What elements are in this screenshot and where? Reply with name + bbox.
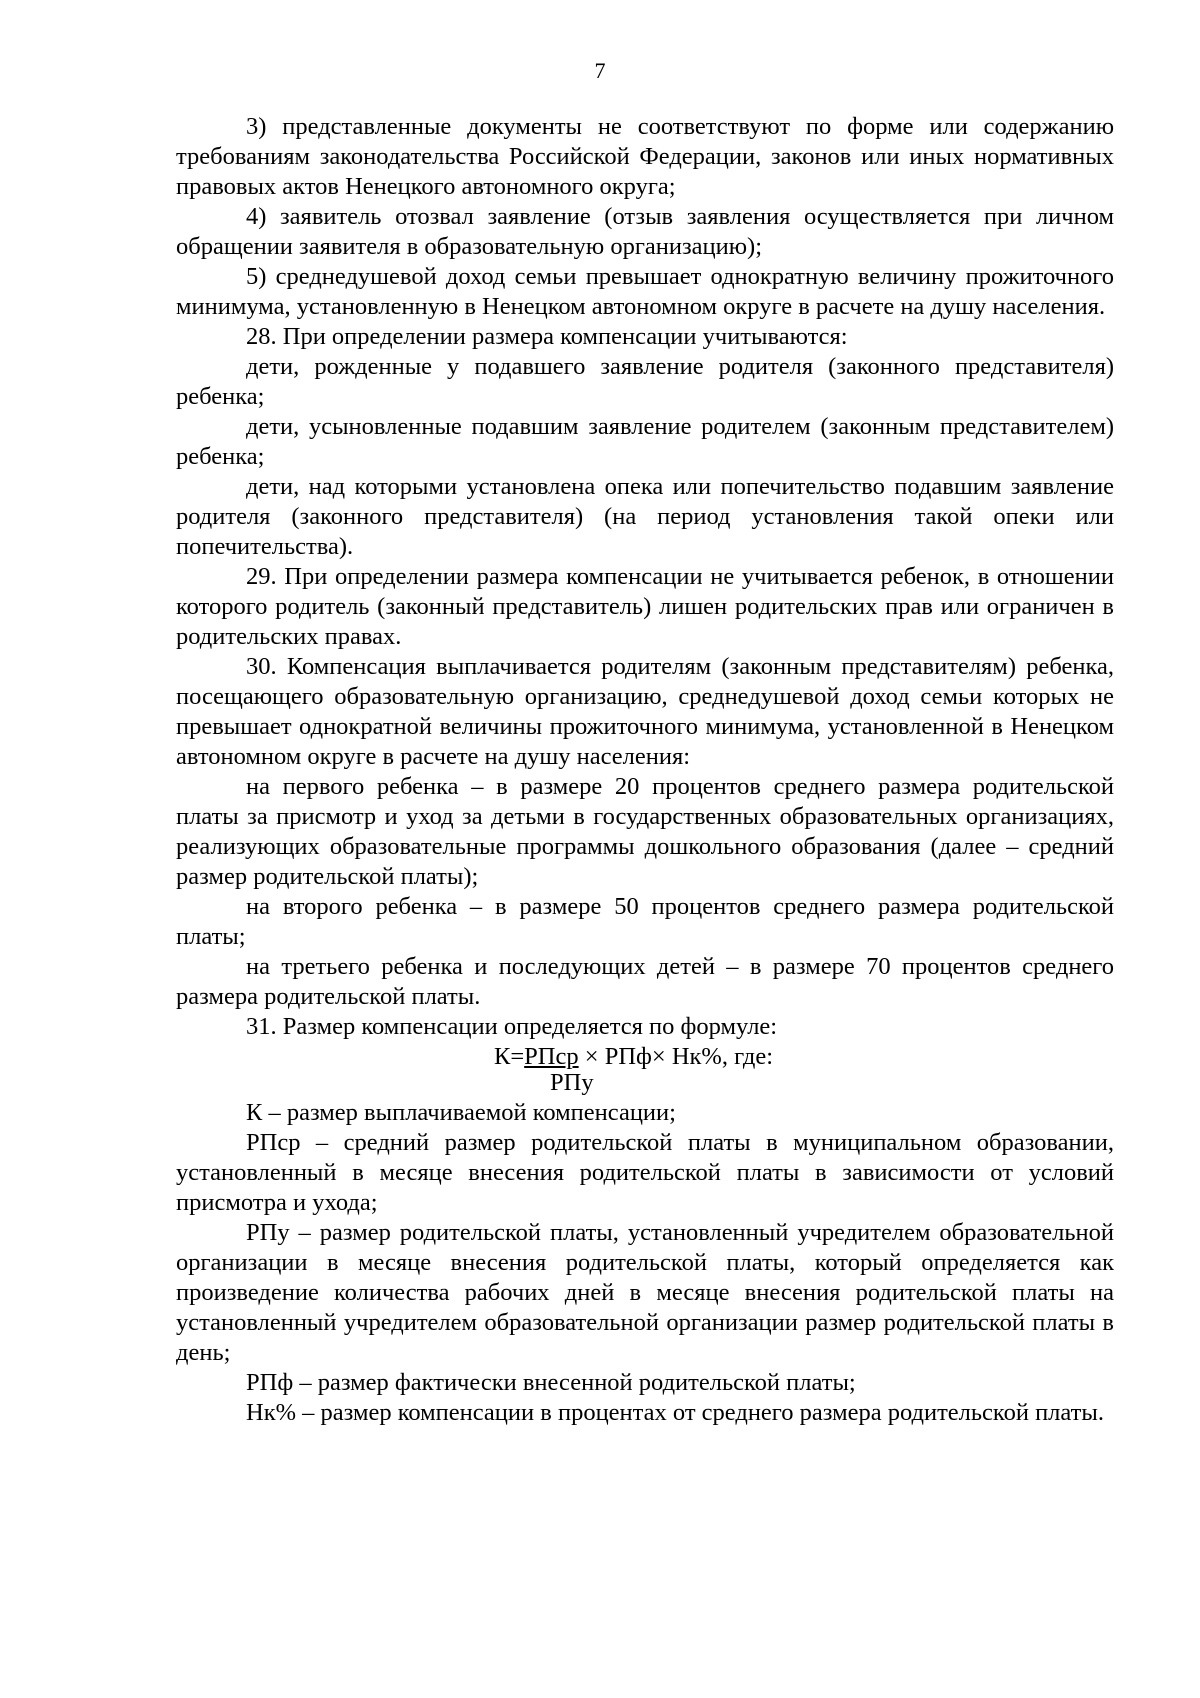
paragraph-30: 30. Компенсация выплачивается родителям (законным представителям) ребенка, посещающего образовательную организацию, среднедушевой доход семьи которых не превышает однократной величины прожиточного минимума, установленной в Ненецком автономном округе в расчете на душу населения: (176, 653, 1114, 770)
paragraph-29: 29. При определении размера компенсации не учитывается ребенок, в отношении которого родитель (законный представитель) лишен родительских прав или ограничен в родительских правах. (176, 563, 1114, 650)
paragraph-28-heading: 28. При определении размера компенсации учитываются: (246, 323, 848, 350)
definition-rpf: РПф – размер фактически внесенной родительской платы; (246, 1369, 856, 1396)
formula-lhs: К= (494, 1043, 525, 1070)
page-number: 7 (594, 58, 606, 83)
document-body (176, 112, 1114, 1428)
paragraph-30-first-child: на первого ребенка – в размере 20 процентов среднего размера родительской платы за присмотр и уход за детьми в государственных образовательных организациях, реализующих образовательные программы дошкольного образования (далее – средний размер родительской платы); (176, 773, 1114, 890)
paragraph-item-5: 5) среднедушевой доход семьи превышает однократную величину прожиточного минимума, установленную в Ненецком автономном округе в расчете на душу населения. (176, 263, 1114, 320)
definition-k: К – размер выплачиваемой компенсации; (246, 1099, 676, 1126)
paragraph-30-second-child: на второго ребенка – в размере 50 процентов среднего размера родительской платы; (176, 893, 1114, 950)
paragraph-31: 31. Размер компенсации определяется по формуле: (246, 1013, 778, 1040)
paragraph-28-children-guardianship: дети, над которыми установлена опека или попечительство подавшим заявление родителя (законного представителя) (на период установления такой опеки или попечительства). (176, 473, 1114, 560)
paragraph-30-third-child: на третьего ребенка и последующих детей – в размере 70 процентов среднего размера родительской платы. (176, 953, 1114, 1010)
definition-rpu: РПу – размер родительской платы, установленный учредителем образовательной организации в месяце внесения родительской платы, который определяется как произведение количества рабочих дней в месяце внесения родительской платы на установленный учредителем образовательной организации размер родительской платы в день; (176, 1219, 1114, 1366)
formula-denominator: РПу (550, 1069, 594, 1096)
paragraph-28-children-born: дети, рожденные у подавшего заявление родителя (законного представителя) ребенка; (176, 353, 1114, 410)
paragraph-item-3: 3) представленные документы не соответствуют по форме или содержанию требованиям законодательства Российской Федерации, законов или иных нормативных правовых актов Ненецкого автономного округа; (176, 113, 1114, 200)
formula-numerator: РПср (524, 1043, 579, 1070)
definition-nk: Нк% – размер компенсации в процентах от среднего размера родительской платы. (246, 1399, 1104, 1426)
definition-rpsr: РПср – средний размер родительской платы в муниципальном образовании, установленный в месяце внесения родительской платы в зависимости от условий присмотра и ухода; (176, 1129, 1114, 1216)
paragraph-item-4: 4) заявитель отозвал заявление (отзыв заявления осуществляется при личном обращении заявителя в образовательную организацию); (176, 203, 1114, 260)
compensation-formula (176, 1042, 1114, 1098)
formula-rest: × РПф× Нк%, где: (578, 1043, 774, 1070)
paragraph-28-children-adopted: дети, усыновленные подавшим заявление родителем (законным представителем) ребенка; (176, 413, 1114, 470)
formula-line (494, 1042, 773, 1072)
